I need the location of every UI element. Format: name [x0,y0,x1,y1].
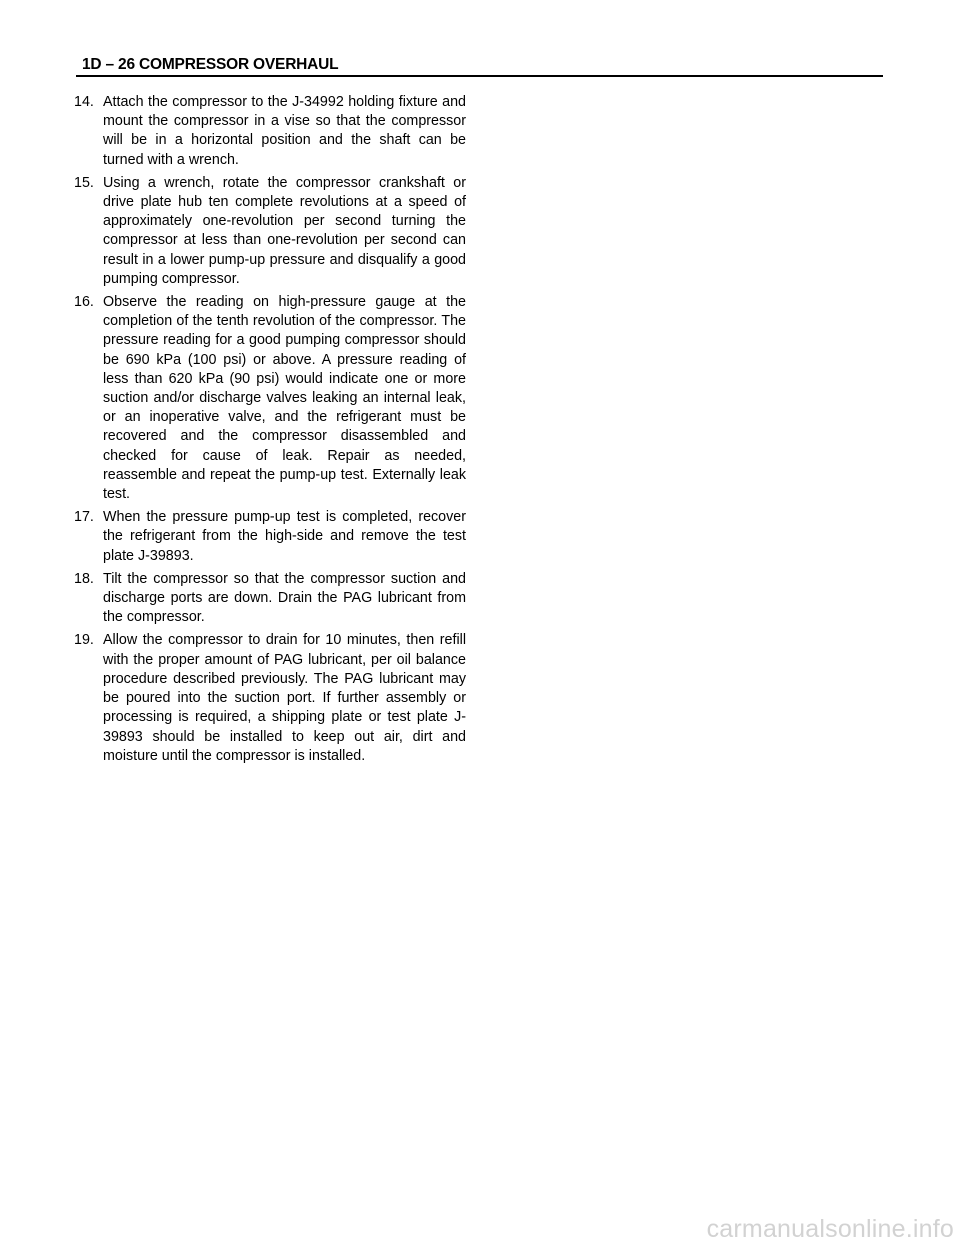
step-number: 19. [74,632,94,649]
header-divider [76,75,883,77]
page-header [82,56,882,76]
step-number: 15. [74,174,94,191]
step-text: Tilt the compressor so that the compressor suction and discharge ports are down. Drain the PAG lubricant from the compressor. [103,570,466,626]
procedure-steps [74,93,466,770]
step-number: 14. [74,94,94,110]
page-title: 1D – 26 COMPRESSOR OVERHAUL [82,56,339,73]
step-text: Using a wrench, rotate the compressor crankshaft or drive plate hub ten complete revolutions at a speed of approximately one-revolution per second turning the compressor at less than one-revolution per second can result in a lower pump-up pressure and disqualify a good pumping compressor. [103,174,466,287]
step-number: 16. [74,294,94,311]
step-text: When the pressure pump-up test is completed, recover the refrigerant from the high-side and remove the test plate J-39893. [103,509,466,564]
step-16 [74,293,466,504]
watermark: carmanualsonline.info [706,1215,954,1243]
step-14 [74,93,466,170]
step-17 [74,508,466,566]
step-text: Allow the compressor to drain for 10 minutes, then refill with the proper amount of PAG lubricant, per oil balance procedure described previously. The PAG lubricant may be poured into the suction port. If further assembly or processing is required, a shipping plate or test plate J-39893 should be installed to keep out air, dirt and moisture until the compressor is installed. [103,632,466,764]
step-15 [74,174,466,289]
step-number: 18. [74,570,94,587]
step-19 [74,631,466,765]
step-text: Observe the reading on high-pressure gauge at the completion of the tenth revolution of the compressor. The pressure reading for a good pumping compressor should be 690 kPa (100 psi) or above. A pressure reading of less than 620 kPa (90 psi) would indicate one or more suction and/or discharge valves leaking an internal leak, or an inoperative valve, and the refrigerant must be recovered and the compressor disassembled and checked for cause of leak. Repair as needed, reassemble and repeat the pump-up test. Externally leak test. [103,294,466,503]
step-18 [74,570,466,628]
step-number: 17. [74,509,94,526]
step-text: Attach the compressor to the J-34992 holding fixture and mount the compressor in a vise so that the compressor will be in a horizontal position and the shaft can be turned with a wrench. [103,94,466,168]
